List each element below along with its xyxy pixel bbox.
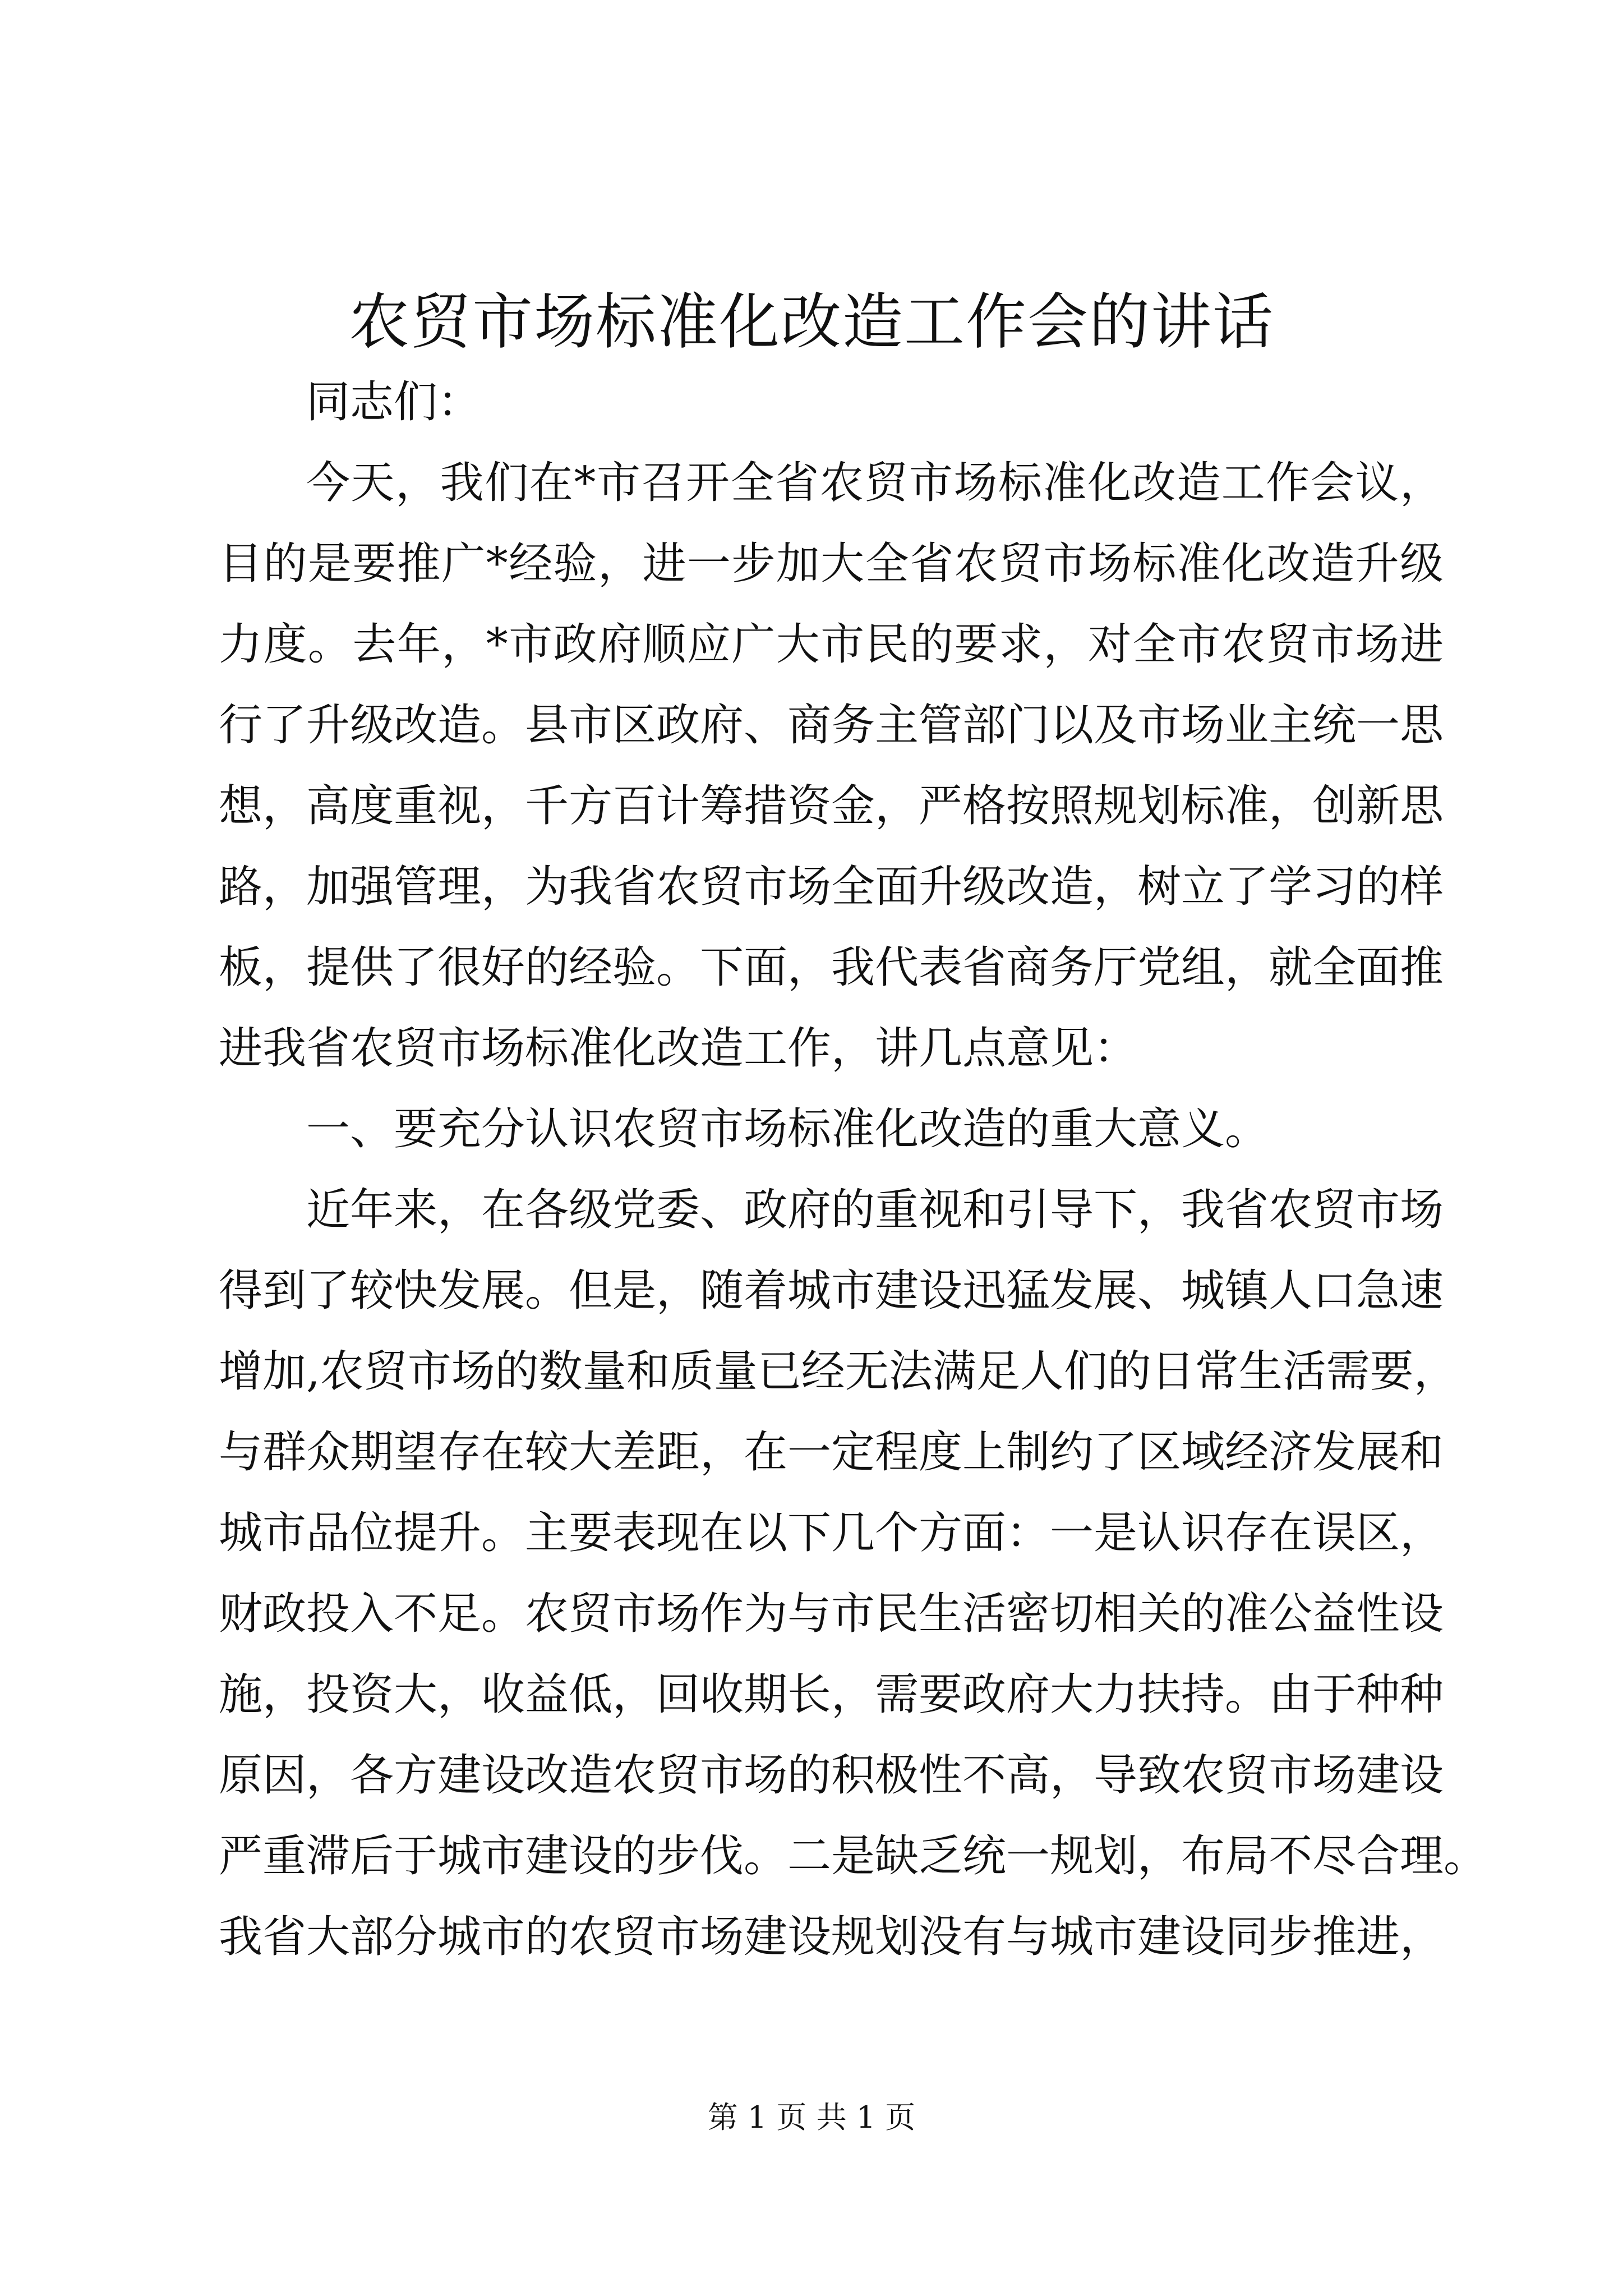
body-line: 力度。去年，*市政府顺应广大市民的要求，对全市农贸市场进	[219, 619, 1444, 670]
body-line: 得到了较快发展。但是，随着城市建设迅猛发展、城镇人口急速	[219, 1266, 1444, 1316]
body-line: 增加,农贸市场的数量和质量已经无法满足人们的日常生活需要，	[219, 1346, 1458, 1397]
body-line: 行了升级改造。县市区政府、商务主管部门以及市场业主统一思	[219, 700, 1444, 751]
body-line: 同志们：	[306, 377, 482, 427]
body-line: 我省大部分城市的农贸市场建设规划没有与城市建设同步推进，	[219, 1912, 1444, 1962]
body-line: 城市品位提升。主要表现在以下几个方面：一是认识存在误区，	[219, 1508, 1444, 1558]
body-line: 一、要充分认识农贸市场标准化改造的重大意义。	[306, 1104, 1269, 1154]
body-line: 板，提供了很好的经验。下面，我代表省商务厅党组，就全面推	[219, 942, 1444, 993]
body-line: 今天，我们在*市召开全省农贸市场标准化改造工作会议，	[306, 458, 1444, 508]
body-line: 与群众期望存在较大差距，在一定程度上制约了区域经济发展和	[219, 1427, 1444, 1478]
body-line: 严重滞后于城市建设的步伐。二是缺乏统一规划，布局不尽合理。	[219, 1831, 1488, 1881]
body-line: 施，投资大，收益低，回收期长，需要政府大力扶持。由于种种	[219, 1669, 1444, 1720]
body-line: 想，高度重视，千方百计筹措资金，严格按照规划标准，创新思	[219, 781, 1444, 831]
body-line: 财政投入不足。农贸市场作为与市民生活密切相关的准公益性设	[219, 1589, 1444, 1639]
document-title: 农贸市场标准化改造工作会的讲话	[348, 287, 1274, 357]
page-number-footer: 第 1 页 共 1 页	[707, 2100, 916, 2135]
body-line: 原因，各方建设改造农贸市场的积极性不高，导致农贸市场建设	[219, 1750, 1444, 1801]
body-line: 进我省农贸市场标准化改造工作，讲几点意见：	[219, 1023, 1138, 1074]
body-line: 目的是要推广*经验，进一步加大全省农贸市场标准化改造升级	[219, 539, 1444, 589]
document-body	[219, 362, 1488, 1977]
body-line: 路，加强管理，为我省农贸市场全面升级改造，树立了学习的样	[219, 862, 1444, 912]
body-line: 近年来，在各级党委、政府的重视和引导下，我省农贸市场	[306, 1185, 1444, 1235]
